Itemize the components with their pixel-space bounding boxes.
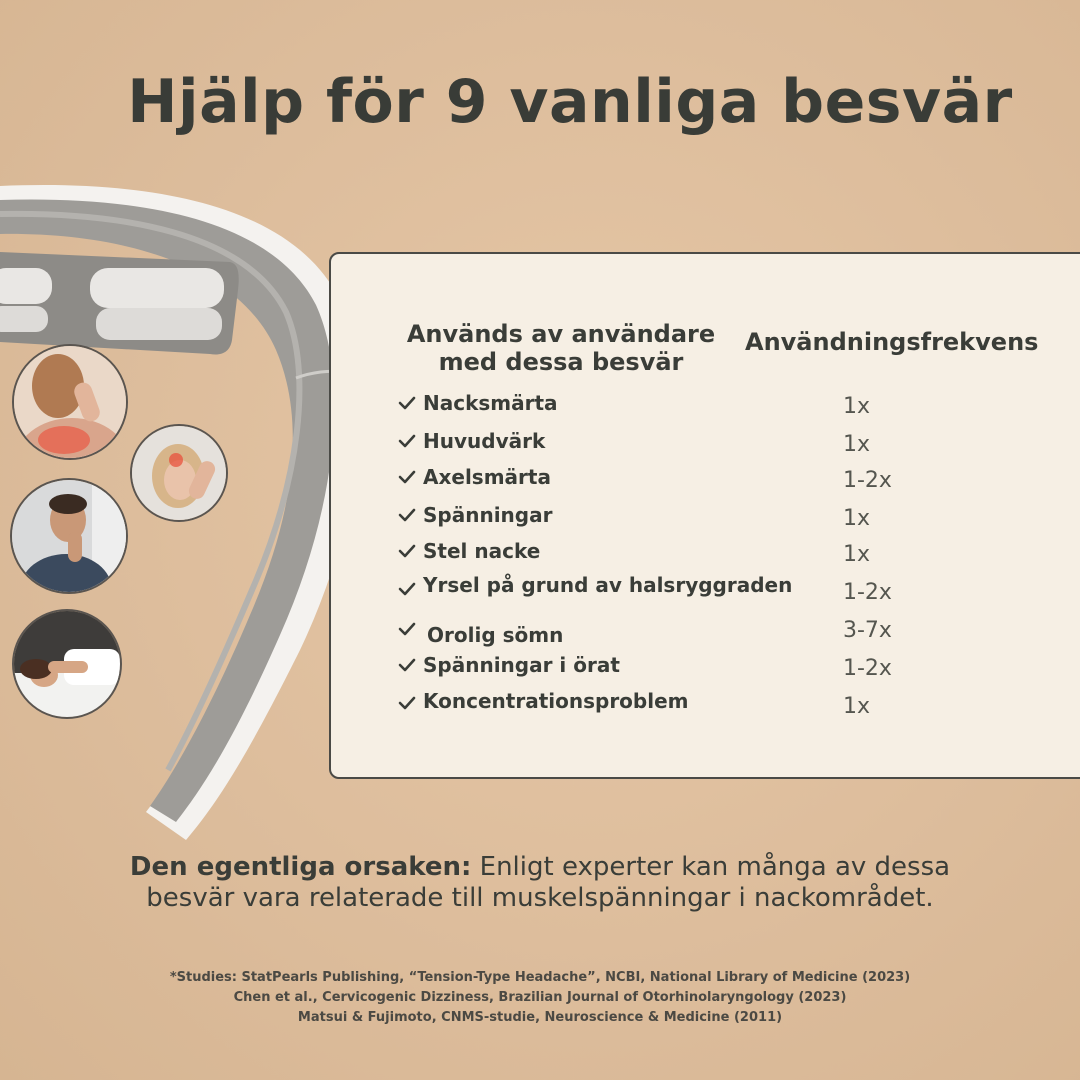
- frequency-value: 3-7x: [843, 618, 892, 643]
- tired-man-photo: [10, 478, 128, 594]
- issues-column-header: Används av användare med dessa besvär: [406, 320, 716, 376]
- issue-label: Koncentrationsproblem: [423, 689, 689, 713]
- check-icon: [397, 394, 417, 412]
- frequency-value: 1x: [843, 506, 871, 531]
- frequency-value: 1x: [843, 694, 871, 719]
- cause-text: Enligt experter kan många av dessa besvär vara relaterade till muskelspänningar i nackområdet.: [146, 852, 951, 913]
- check-icon: [397, 542, 417, 560]
- frequency-value: 1x: [843, 432, 871, 457]
- table-row: [397, 620, 1077, 648]
- reference-line: *Studies: StatPearls Publishing, “Tension-Type Headache”, NCBI, National Library of Medicine (2023): [169, 970, 911, 985]
- reference-line: Chen et al., Cervicogenic Dizziness, Brazilian Journal of Otorhinolaryngology (2023): [233, 990, 847, 1005]
- frequency-value: 1x: [843, 394, 871, 419]
- issue-label: Yrsel på grund av halsryggraden: [423, 573, 793, 597]
- headache-photo: [130, 424, 228, 522]
- frequency-value: 1-2x: [843, 468, 892, 493]
- cause-paragraph: [120, 852, 960, 914]
- references: [120, 968, 960, 1028]
- table-row: [397, 538, 1077, 566]
- issues-table-panel: [329, 252, 1080, 779]
- check-icon: [397, 580, 417, 598]
- check-icon: [397, 432, 417, 450]
- frequency-value: 1-2x: [843, 656, 892, 681]
- table-row: [397, 464, 1077, 492]
- issue-label: Spänningar: [423, 503, 553, 527]
- table-row: [397, 390, 1077, 418]
- table-row: [397, 652, 1077, 680]
- frequency-value: 1-2x: [843, 580, 892, 605]
- frequency-column-header: Användningsfrekvens: [745, 328, 1039, 356]
- cause-lead: Den egentliga orsaken:: [129, 852, 472, 882]
- table-row: [397, 688, 1077, 719]
- check-icon: [397, 620, 417, 638]
- check-icon: [397, 656, 417, 674]
- issue-label: Axelsmärta: [423, 465, 551, 489]
- page-title: Hjälp för 9 vanliga besvär: [127, 67, 1013, 137]
- table-row: [397, 502, 1077, 530]
- issue-label: Orolig sömn: [427, 623, 564, 647]
- check-icon: [397, 468, 417, 486]
- neck-pain-photo: [12, 344, 128, 460]
- reference-line: Matsui & Fujimoto, CNMS-studie, Neuroscience & Medicine (2011): [297, 1010, 783, 1025]
- issue-label: Stel nacke: [423, 539, 541, 563]
- issue-label: Spänningar i örat: [423, 653, 620, 677]
- table-row: [397, 428, 1077, 456]
- restless-sleep-photo: [12, 609, 122, 719]
- check-icon: [397, 506, 417, 524]
- frequency-value: 1x: [843, 542, 871, 567]
- table-row: [397, 572, 1077, 605]
- issue-label: Huvudvärk: [423, 429, 546, 453]
- check-icon: [397, 694, 417, 712]
- issue-label: Nacksmärta: [423, 391, 558, 415]
